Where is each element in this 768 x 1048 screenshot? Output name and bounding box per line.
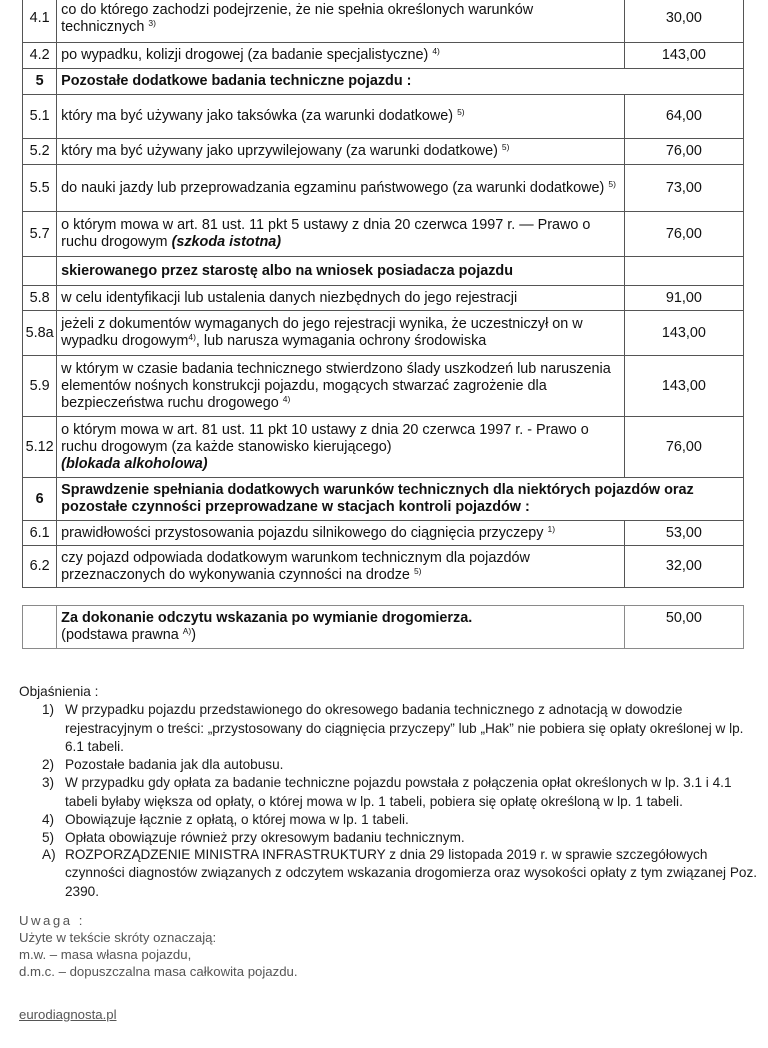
legal-basis-marker: A) <box>42 847 56 862</box>
footnote-ref: 1) <box>547 523 556 534</box>
table-row <box>23 212 744 257</box>
explanations-header: Objaśnienia : <box>19 684 99 699</box>
table-row <box>23 417 744 478</box>
row-price: 143,00 <box>624 356 743 417</box>
description-text: do nauki jazdy lub przeprowadzania egzaminu państwowego (za warunki dodatkowe) <box>61 179 605 196</box>
row-description <box>57 286 625 311</box>
row-description <box>57 43 625 69</box>
row-number: 6 <box>23 478 57 521</box>
explanation-item <box>19 811 759 829</box>
description-text: który ma być używany jako taksówka (za warunki dodatkowe) <box>61 108 454 124</box>
description-text: po wypadku, kolizji drogowej (za badanie specjalistyczne) <box>61 47 429 63</box>
footnote-ref: 4) <box>432 46 440 56</box>
odometer-title: Za dokonanie odczytu wskazania po wymianie drogomierza. <box>61 610 473 626</box>
footnote-ref: 4) <box>282 393 291 404</box>
footnote-ref: 4) <box>188 332 196 342</box>
table-row <box>23 356 744 417</box>
explanations <box>19 683 759 848</box>
website-link[interactable]: eurodiagnosta.pl <box>19 1007 117 1022</box>
odometer-row-number <box>23 606 57 649</box>
section-row <box>23 69 744 95</box>
emphasis-note: (blokada alkoholowa) <box>61 455 208 472</box>
row-number: 5.1 <box>23 95 57 139</box>
row-price: 143,00 <box>624 43 743 69</box>
row-description <box>57 95 625 139</box>
description-text: o którym mowa w art. 81 ust. 11 pkt 10 ustawy z dnia 20 czerwca 1997 r. - Prawo o ruchu drogowym (za każde stanowisko kierującego) <box>61 421 589 455</box>
description-text: czy pojazd odpowiada dodatkowym warunkom technicznym dla pojazdów przeznaczonych do wykonywania czynności na drodze <box>61 549 530 583</box>
description-text: Pozostałe dodatkowe badania techniczne pojazdu : <box>61 73 412 89</box>
row-description <box>57 521 625 546</box>
row-price: 73,00 <box>624 165 743 212</box>
odometer-price: 50,00 <box>624 606 743 649</box>
row-price: 32,00 <box>624 546 743 588</box>
row-description <box>57 311 625 356</box>
row-description <box>57 417 625 478</box>
table-row <box>23 311 744 356</box>
odometer-row-description <box>57 606 625 649</box>
explanation-text: Obowiązuje łącznie z opłatą, o której mowa w lp. 1 tabeli. <box>65 812 409 828</box>
table-row <box>23 286 744 311</box>
remark-header: Uwaga : <box>19 913 85 928</box>
row-number: 5.2 <box>23 139 57 165</box>
explanation-text: Pozostałe badania jak dla autobusu. <box>65 757 284 773</box>
legal-basis-note <box>19 846 759 901</box>
description-text: w którym w czasie badania technicznego stwierdzono ślady uszkodzeń lub naruszenia elementów nośnych konstrukcji pojazdu, mogących stwarzać zagrożenie dla bezpieczeństwa ruchu drogowego <box>61 360 611 411</box>
footnote-ref: 3) <box>148 17 156 28</box>
row-number: 4.2 <box>23 43 57 69</box>
row-number: 5.8a <box>23 311 57 356</box>
explanation-text: W przypadku gdy opłata za badanie techniczne pojazdu powstała z połączenia opłat określonych w lp. 3.1 i 4.1 tabeli byłaby większa od opłaty, o której mowa w lp. 1 tabeli, pobiera się opłatę określoną w lp. 1 tabeli. <box>65 775 732 809</box>
row-price: 53,00 <box>624 521 743 546</box>
emphasis-note: (szkoda istotna) <box>171 234 282 250</box>
fee-table <box>22 0 744 588</box>
section-row <box>23 478 744 521</box>
explanations-list <box>19 701 759 847</box>
table-row <box>23 546 744 588</box>
explanation-number: 4) <box>42 812 55 828</box>
explanation-number: 1) <box>42 702 55 718</box>
description-text: jeżeli z dokumentów wymaganych do jego rejestracji wynika, że uczestniczył on w wypadku drogowym <box>61 316 583 349</box>
footnote-ref: A) <box>182 626 192 636</box>
row-description <box>57 0 625 43</box>
remark-section <box>19 912 298 980</box>
explanation-text: W przypadku pojazdu przedstawionego do okresowego badania technicznego z adnotacją w dowodzie rejestracyjnym o treści: „przystosowany do ciągnięcia przyczepy” lub „Hak” nie pobiera się opłaty określonej w lp. 6.1 tabeli. <box>65 702 744 754</box>
description-text: , lub narusza wymagania ochrony środowiska <box>195 333 487 349</box>
table-row <box>23 165 744 212</box>
row-number <box>23 257 57 286</box>
row-number: 5.8 <box>23 286 57 311</box>
row-description <box>57 212 625 257</box>
odometer-row <box>23 606 744 649</box>
row-price: 143,00 <box>624 311 743 356</box>
description-text: skierowanego przez starostę albo na wniosek posiadacza pojazdu <box>61 262 514 279</box>
explanation-item <box>19 774 759 811</box>
row-number: 4.1 <box>23 0 57 43</box>
remark-intro: Użyte w tekście skróty oznaczają: <box>19 930 217 945</box>
row-description <box>57 546 625 588</box>
row-price: 91,00 <box>624 286 743 311</box>
abbreviation-mw: m.w. – masa własna pojazdu, <box>19 947 192 962</box>
row-description <box>57 356 625 417</box>
explanation-number: 3) <box>42 775 55 791</box>
description-text: co do którego zachodzi podejrzenie, że nie spełnia określonych warunków technicznych <box>61 1 534 35</box>
description-text: który ma być używany jako uprzywilejowany (za warunki dodatkowe) <box>61 143 498 159</box>
table-row <box>23 139 744 165</box>
row-price: 30,00 <box>624 0 743 43</box>
description-text: prawidłowości przystosowania pojazdu silnikowego do ciągnięcia przyczepy <box>61 524 544 541</box>
row-price <box>624 257 743 286</box>
abbreviation-dmc: d.m.c. – dopuszczalna masa całkowita pojazdu. <box>19 964 298 979</box>
row-description <box>57 257 625 286</box>
legal-basis-text: ROZPORZĄDZENIE MINISTRA INFRASTRUKTURY z dnia 29 listopada 2019 r. w sprawie szczegółowych czynności diagnostów związanych z odczytem wskazania drogomierza oraz wysokości opłaty z tym związanej Poz. 2390. <box>65 847 758 899</box>
row-description <box>57 69 744 95</box>
row-description <box>57 139 625 165</box>
description-text: o którym mowa w art. 81 ust. 11 pkt 5 ustawy z dnia 20 czerwca 1997 r. — Prawo o ruchu drogowym <box>61 217 591 250</box>
row-price: 76,00 <box>624 417 743 478</box>
row-price: 76,00 <box>624 212 743 257</box>
row-number: 6.1 <box>23 521 57 546</box>
row-description <box>57 165 625 212</box>
footnote-ref: 5) <box>608 178 616 189</box>
table-row <box>23 95 744 139</box>
explanation-text: Opłata obowiązuje również przy okresowym badaniu technicznym. <box>65 830 465 846</box>
row-number: 5.12 <box>23 417 57 478</box>
row-description <box>57 478 744 521</box>
table-row <box>23 43 744 69</box>
row-number: 5.9 <box>23 356 57 417</box>
subheader-row <box>23 257 744 286</box>
row-number: 5.5 <box>23 165 57 212</box>
row-number: 5 <box>23 69 57 95</box>
footnote-ref: 5) <box>457 107 465 117</box>
footnote-ref: 5) <box>501 142 510 152</box>
explanation-number: 2) <box>42 757 55 773</box>
odometer-fee-table <box>22 605 744 649</box>
table-row <box>23 521 744 546</box>
explanation-number: 5) <box>42 830 55 846</box>
row-number: 6.2 <box>23 546 57 588</box>
row-number: 5.7 <box>23 212 57 257</box>
explanation-item <box>19 829 759 847</box>
table-row <box>23 0 744 43</box>
explanation-item <box>19 756 759 774</box>
description-text: Sprawdzenie spełniania dodatkowych warunków technicznych dla niektórych pojazdów oraz pozostałe czynności przeprowadzane w stacjach kontroli pojazdów : <box>61 482 694 515</box>
explanation-item <box>19 701 759 756</box>
row-price: 64,00 <box>624 95 743 139</box>
footnote-ref: 5) <box>413 565 422 576</box>
description-text: w celu identyfikacji lub ustalenia danych niezbędnych do jego rejestracji <box>61 289 518 306</box>
odometer-basis: (podstawa prawna $^{A)}$) <box>61 626 197 643</box>
row-price: 76,00 <box>624 139 743 165</box>
